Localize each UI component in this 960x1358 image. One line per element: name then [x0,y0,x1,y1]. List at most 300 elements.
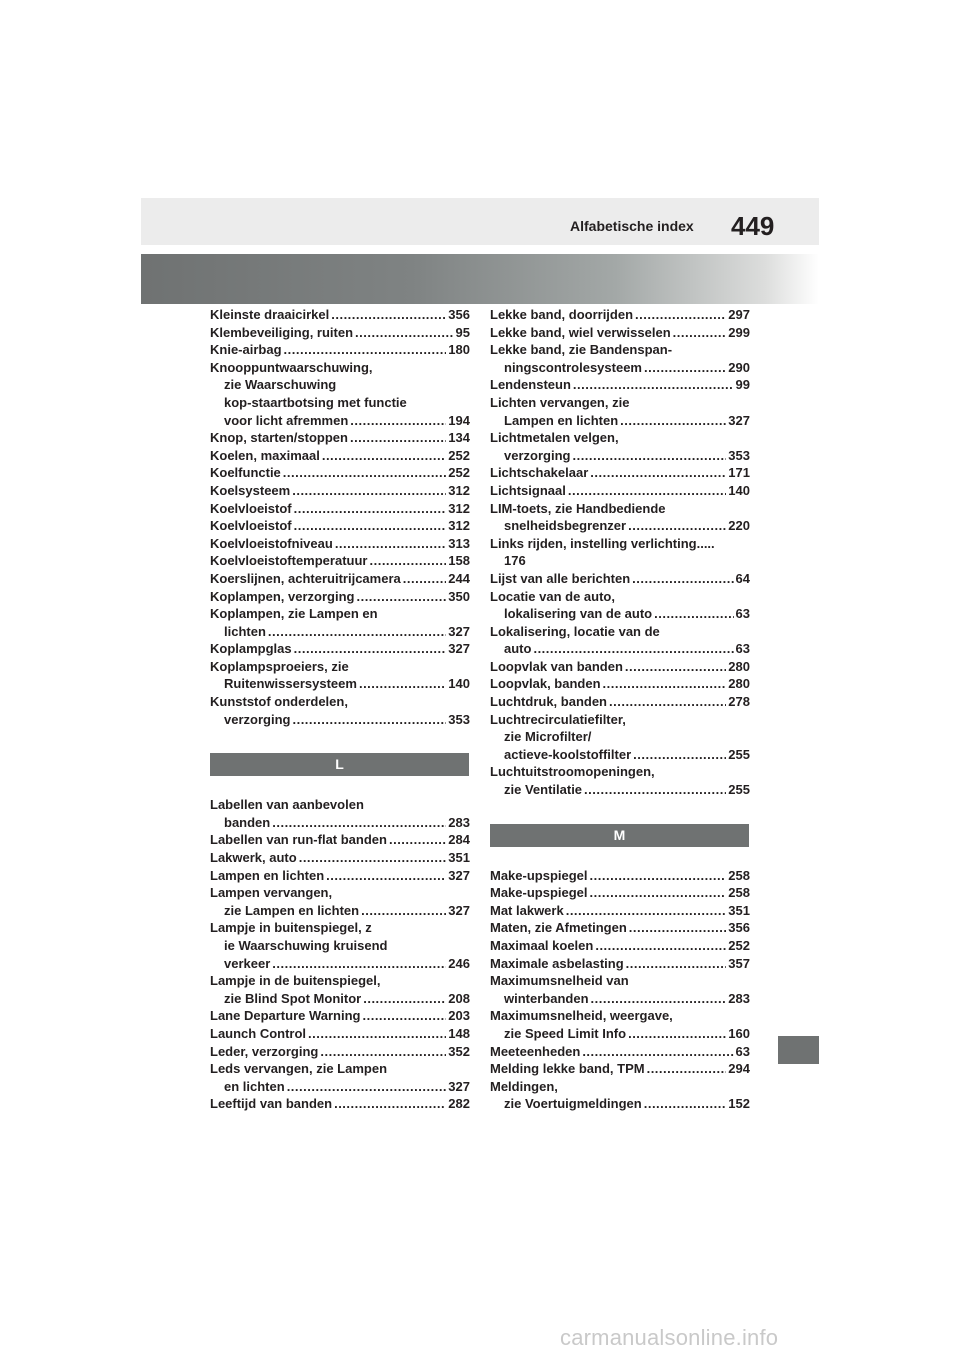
index-entry-text: Lichtmetalen velgen, [490,430,619,446]
index-entry-text: Ruitenwissersysteem [224,676,357,692]
index-entry-page: 350 [448,588,470,604]
index-entry-text: Lokalisering, locatie van de [490,623,660,639]
index-entry-page: 140 [728,482,750,498]
index-entry [490,324,750,342]
index-entry-page: 244 [448,570,470,586]
index-entry-text: Make-upspiegel [490,867,588,883]
dot-leader [603,675,727,693]
index-entry-text: Loopvlak van banden [490,658,623,674]
index-entry-page: 208 [448,990,470,1006]
index-entry-line [210,814,470,832]
index-entry-text: Lampen en lichten [210,867,325,883]
index-entry-text: Knooppuntwaarschuwing, [210,359,373,375]
index-entry-page: 327 [448,902,470,918]
index-entry [210,500,470,518]
index-entry-text: Koplampglas [210,641,292,657]
dot-leader [590,464,726,482]
index-entry-page: 327 [448,867,470,883]
index-entry [210,849,470,867]
index-entry-text: auto [504,641,532,657]
index-entry-text: Lekke band, doorrijden [490,307,634,322]
index-entry-line [210,902,470,920]
index-entry [490,588,750,623]
index-entry-text: Lichtsignaal [490,482,566,498]
dot-leader [292,482,446,500]
dot-leader [283,464,447,482]
index-entry-line [490,447,750,465]
index-entry-line [490,1078,750,1096]
index-entry-text: Lekke band, wiel verwisselen [490,324,671,340]
index-entry-page: 64 [735,570,750,586]
index-entry-line [210,306,470,324]
index-entry [210,306,470,324]
index-entry-text: zie Waarschuwing [224,377,337,393]
index-entry-page: 255 [728,782,750,798]
index-entry [210,359,470,429]
index-entry-text: Loopvlak, banden [490,676,601,692]
index-entry-line [210,990,470,1008]
index-entry-line [210,972,470,990]
index-entry-text: Knop, starten/stoppen [210,430,348,446]
index-entry-text: Koerslijnen, achteruitrijcamera [210,570,401,586]
index-entry-line [490,1007,750,1025]
index-entry-text: Klembeveiliging, ruiten [210,324,354,340]
index-entry-line [490,990,750,1008]
index-entry [490,394,750,429]
index-entry [490,919,750,937]
dot-leader [350,429,446,447]
index-entry-text: voor licht afremmen [224,412,349,428]
dot-leader [568,482,726,500]
index-entry-page: 297 [728,307,750,322]
index-entry-page: 280 [728,658,750,674]
index-entry [210,1007,470,1025]
dot-leader [369,552,446,570]
dot-leader [363,990,446,1008]
index-entry [210,1043,470,1061]
dot-leader [287,1078,447,1096]
index-entry-page: 63 [735,1043,750,1059]
index-entry-page: 282 [448,1096,470,1112]
dot-leader [628,1025,726,1043]
index-entry-page: 284 [448,832,470,848]
index-entry-page: 246 [448,955,470,971]
index-entry-text: Lichtschakelaar [490,465,589,481]
index-entry-line [210,376,470,394]
index-entry [210,831,470,849]
dot-leader [361,902,446,920]
index-entry-line [210,588,470,606]
dot-leader [590,867,727,885]
index-entry-text: Meeteenheden [490,1043,581,1059]
index-entry-line [490,658,750,676]
dot-leader [359,675,446,693]
index-entry-line [490,675,750,693]
index-entry-line [490,464,750,482]
index-entry-text: Kunststof onderdelen, [210,694,348,710]
dot-leader [355,324,454,342]
index-entry-line [210,658,470,676]
index-entry-line [490,500,750,518]
index-entry-line [490,482,750,500]
index-entry [210,535,470,553]
index-entry-line [210,482,470,500]
index-entry-page: 327 [728,412,750,428]
dot-leader [335,535,446,553]
index-entry-page: 327 [448,641,470,657]
index-entry-page: 203 [448,1008,470,1024]
index-entry-page: 351 [448,850,470,866]
section-letter-header: M [490,824,749,847]
index-entry [490,884,750,902]
index-entry-line [490,324,750,342]
index-entry-text: Maximaal koelen [490,938,594,953]
index-entry [490,711,750,764]
index-entry-text: Luchtdruk, banden [490,694,607,710]
index-entry [490,1078,750,1113]
index-entry-page: 63 [735,641,750,657]
index-entry-line [490,884,750,902]
index-entry-page: 220 [728,518,750,534]
index-entry-line [210,500,470,518]
index-entry-line [490,919,750,937]
index-entry-line [210,675,470,693]
index-entry-line [490,359,750,377]
index-entry-text: Labellen van run-flat banden [210,832,387,848]
index-entry-text: LIM-toets, zie Handbediende [490,500,666,516]
index-entry [490,902,750,920]
index-entry-page: 283 [448,814,470,830]
index-entry [490,464,750,482]
index-entry-page: 299 [728,324,750,340]
section-letter-header: L [210,753,469,776]
index-entry-page: 95 [455,324,470,340]
index-entry-text: Luchtuitstroomopeningen, [490,764,655,780]
index-entry-line [210,447,470,465]
index-entry-line [490,605,750,623]
index-entry [210,1095,470,1113]
index-entry-line [210,711,470,729]
index-entry [490,658,750,676]
dot-leader [350,412,446,430]
dot-leader [292,711,446,729]
index-entry-line [490,1025,750,1043]
index-entry-line [210,831,470,849]
index-entry [210,796,470,831]
index-entry [210,919,470,972]
index-entry [210,1025,470,1043]
index-entry [490,1060,750,1078]
index-entry [210,658,470,693]
index-entry-line [490,763,750,781]
index-entry-text: Leder, verzorging [210,1043,319,1059]
index-entry-line [210,552,470,570]
index-entry [210,588,470,606]
index-entry-line [490,306,750,324]
index-entry [490,937,750,955]
header-band [141,198,819,245]
index-entry-text: Lampje in de buitenspiegel, [210,973,381,989]
index-entry [490,1043,750,1061]
index-entry [210,693,470,728]
dot-leader [673,324,727,342]
index-entry-line [490,588,750,606]
index-entry-text: 176 [504,553,526,569]
dot-leader [628,517,726,535]
index-entry-page: 312 [448,482,470,498]
index-entry [490,867,750,885]
index-entry-page: 152 [728,1096,750,1112]
dot-leader [320,1043,446,1061]
dot-leader [625,658,726,676]
index-entry-text: Koelvloeistof [210,518,292,534]
index-entry-text: ie Waarschuwing kruisend [224,938,388,953]
index-entry-page: 160 [728,1025,750,1041]
index-entry-line [490,394,750,412]
index-entry-text: Labellen van aanbevolen [210,797,364,813]
index-entry-text: Leds vervangen, zie Lampen [210,1061,388,1077]
dot-leader [331,306,446,324]
index-entry-line [210,1025,470,1043]
index-entry-line [490,1095,750,1113]
index-entry-page: 313 [448,535,470,551]
index-entry-text: Koelen, maximaal [210,447,320,463]
index-entry-line [490,517,750,535]
dot-leader [299,849,447,867]
index-entry-line [490,955,750,973]
index-entry-text: en lichten [224,1078,285,1094]
index-entry-text: Lampje in buitenspiegel, z [210,920,372,936]
dot-leader [268,623,446,641]
index-entry-text: lokalisering van de auto [504,606,653,622]
index-entry-text: Lichten vervangen, zie [490,394,630,410]
dot-leader [326,867,446,885]
index-entry [490,972,750,1007]
page-number: 449 [731,211,775,241]
index-entry-line [210,1060,470,1078]
dot-leader [644,1095,727,1113]
index-entry-page: 252 [728,938,750,953]
dot-leader [626,955,727,973]
index-entry-text: Lakwerk, auto [210,850,297,866]
index-entry [210,640,470,658]
index-entry-line [490,376,750,394]
index-entry-page: 258 [728,885,750,901]
index-entry [210,482,470,500]
dot-leader [609,693,726,711]
index-entry [490,306,750,324]
index-entry-line [490,552,750,570]
index-entry-line [210,937,470,955]
index-entry-text: Lane Departure Warning [210,1008,361,1024]
index-entry-text: Locatie van de auto, [490,588,615,604]
index-entry-text: zie Voertuigmeldingen [504,1096,642,1112]
index-entry-line [490,1043,750,1061]
index-entry-text: lichten [224,623,266,639]
index-entry-text: Make-upspiegel [490,885,588,901]
index-entry-line [490,623,750,641]
index-entry-line [490,570,750,588]
index-entry-text: Koplampsproeiers, zie [210,658,349,674]
index-entry-page: 356 [728,920,750,936]
index-entry-text: Launch Control [210,1025,307,1041]
index-entry-page: 278 [728,694,750,710]
index-entry-page: 357 [728,955,750,971]
dot-leader [595,937,726,955]
index-entry-text: Koplampen, verzorging [210,588,355,604]
index-entry-page: 148 [448,1025,470,1041]
index-entry-text: Maximumsnelheid van [490,973,629,989]
dot-leader [633,746,726,764]
index-entry-line [210,359,470,377]
index-entry-text: Lampen vervangen, [210,885,333,901]
index-column-left [210,306,470,1113]
dot-leader [566,902,727,920]
index-entry [210,884,470,919]
index-entry-page: 312 [448,500,470,516]
dot-leader [294,500,447,518]
index-entry-line [490,867,750,885]
dot-leader [644,359,726,377]
index-entry-line [210,919,470,937]
index-entry-text: Koelvloeistoftemperatuur [210,553,368,569]
index-entry-line [210,884,470,902]
index-entry [490,675,750,693]
index-column-right [490,306,750,1113]
dot-leader [308,1025,446,1043]
index-entry [490,693,750,711]
index-entry-text: Maten, zie Afmetingen [490,920,627,936]
index-entry-line [210,1095,470,1113]
index-entry [490,763,750,798]
section-spacer [490,799,750,824]
chapter-tab [778,1036,819,1064]
index-entry-line [490,937,750,955]
index-entry-page: 353 [728,447,750,463]
index-entry-text: Knie-airbag [210,342,282,358]
index-entry-text: Lampen en lichten [504,412,619,428]
index-entry [210,341,470,359]
dot-leader [272,955,446,973]
index-entry [210,324,470,342]
index-entry-text: Links rijden, instelling verlichting..... [490,535,715,551]
index-entry-text: Koelvloeistof [210,500,292,516]
index-entry [490,376,750,394]
dot-leader [272,814,446,832]
index-entry [210,447,470,465]
index-entry-line [210,693,470,711]
index-entry-line [210,1007,470,1025]
dot-leader [629,919,727,937]
dot-leader [334,1095,446,1113]
index-entry-page: 252 [448,465,470,481]
dot-leader [356,588,446,606]
index-entry-line [490,972,750,990]
index-entry [490,955,750,973]
index-entry-line [210,796,470,814]
index-entry-text: banden [224,814,271,830]
index-entry-page: 99 [735,377,750,393]
index-entry-page: 255 [728,746,750,762]
index-entry-page: 312 [448,518,470,534]
dot-leader [632,570,733,588]
index-entry-text: Koelvloeistofniveau [210,535,333,551]
index-entry-line [490,746,750,764]
index-entry-text: verzorging [224,711,291,727]
index-entry-page: 134 [448,430,470,446]
dot-leader [284,341,447,359]
index-entry-text: Koplampen, zie Lampen en [210,606,378,622]
index-entry-text: Melding lekke band, TPM [490,1061,645,1077]
index-entry [490,1007,750,1042]
index-entry-text: Leeftijd van banden [210,1096,333,1112]
index-entry-text: Maximumsnelheid, weergave, [490,1008,673,1024]
index-entry [490,482,750,500]
index-entry-text: zie Ventilatie [504,782,583,798]
index-entry-page: 327 [448,623,470,639]
index-entry-page: 353 [448,711,470,727]
index-entry-text: snelheidsbegrenzer [504,518,627,534]
index-entry-text: kop-staartbotsing met functie [224,394,407,410]
index-entry [490,535,750,570]
index-entry-line [490,412,750,430]
section-spacer [210,776,470,796]
dot-leader [294,517,447,535]
index-entry-page: 294 [728,1061,750,1077]
dot-leader [584,781,726,799]
index-entry-line [490,341,750,359]
index-entry-line [210,341,470,359]
index-entry-line [490,728,750,746]
index-entry-line [210,394,470,412]
watermark: carmanualsonline.info [560,1325,779,1350]
dot-leader [294,640,447,658]
index-entry-text: winterbanden [504,990,589,1006]
index-entry-page: 283 [728,990,750,1006]
index-entry [490,500,750,535]
index-entry-line [210,570,470,588]
index-entry-text: Lekke band, zie Bandenspan- [490,342,673,358]
index-entry [490,623,750,658]
index-entry-text: Luchtrecirculatiefilter, [490,711,626,727]
dot-leader [635,306,726,324]
index-entry-line [210,955,470,973]
index-entry-line [210,535,470,553]
index-entry-line [210,429,470,447]
dot-leader [590,884,727,902]
index-entry [490,429,750,464]
index-entry-line [210,464,470,482]
index-entry-text: ningscontrolesysteem [504,359,642,375]
index-entry-text: Lijst van alle berichten [490,570,631,586]
index-entry-line [210,849,470,867]
index-entry-text: zie Lampen en lichten [224,902,360,918]
index-entry-text: actieve-koolstoffilter [504,746,632,762]
index-entry-line [210,412,470,430]
index-entry-page: 280 [728,676,750,692]
index-entry-line [210,324,470,342]
index-entry-line [490,1060,750,1078]
index-entry-page: 158 [448,553,470,569]
index-entry-page: 180 [448,342,470,358]
index-entry-text: Koelsysteem [210,482,291,498]
index-entry-page: 258 [728,867,750,883]
index-entry [210,552,470,570]
index-entry-text: Mat lakwerk [490,902,564,918]
index-entry [210,867,470,885]
index-entry-page: 351 [728,902,750,918]
index-entry-page: 290 [728,359,750,375]
